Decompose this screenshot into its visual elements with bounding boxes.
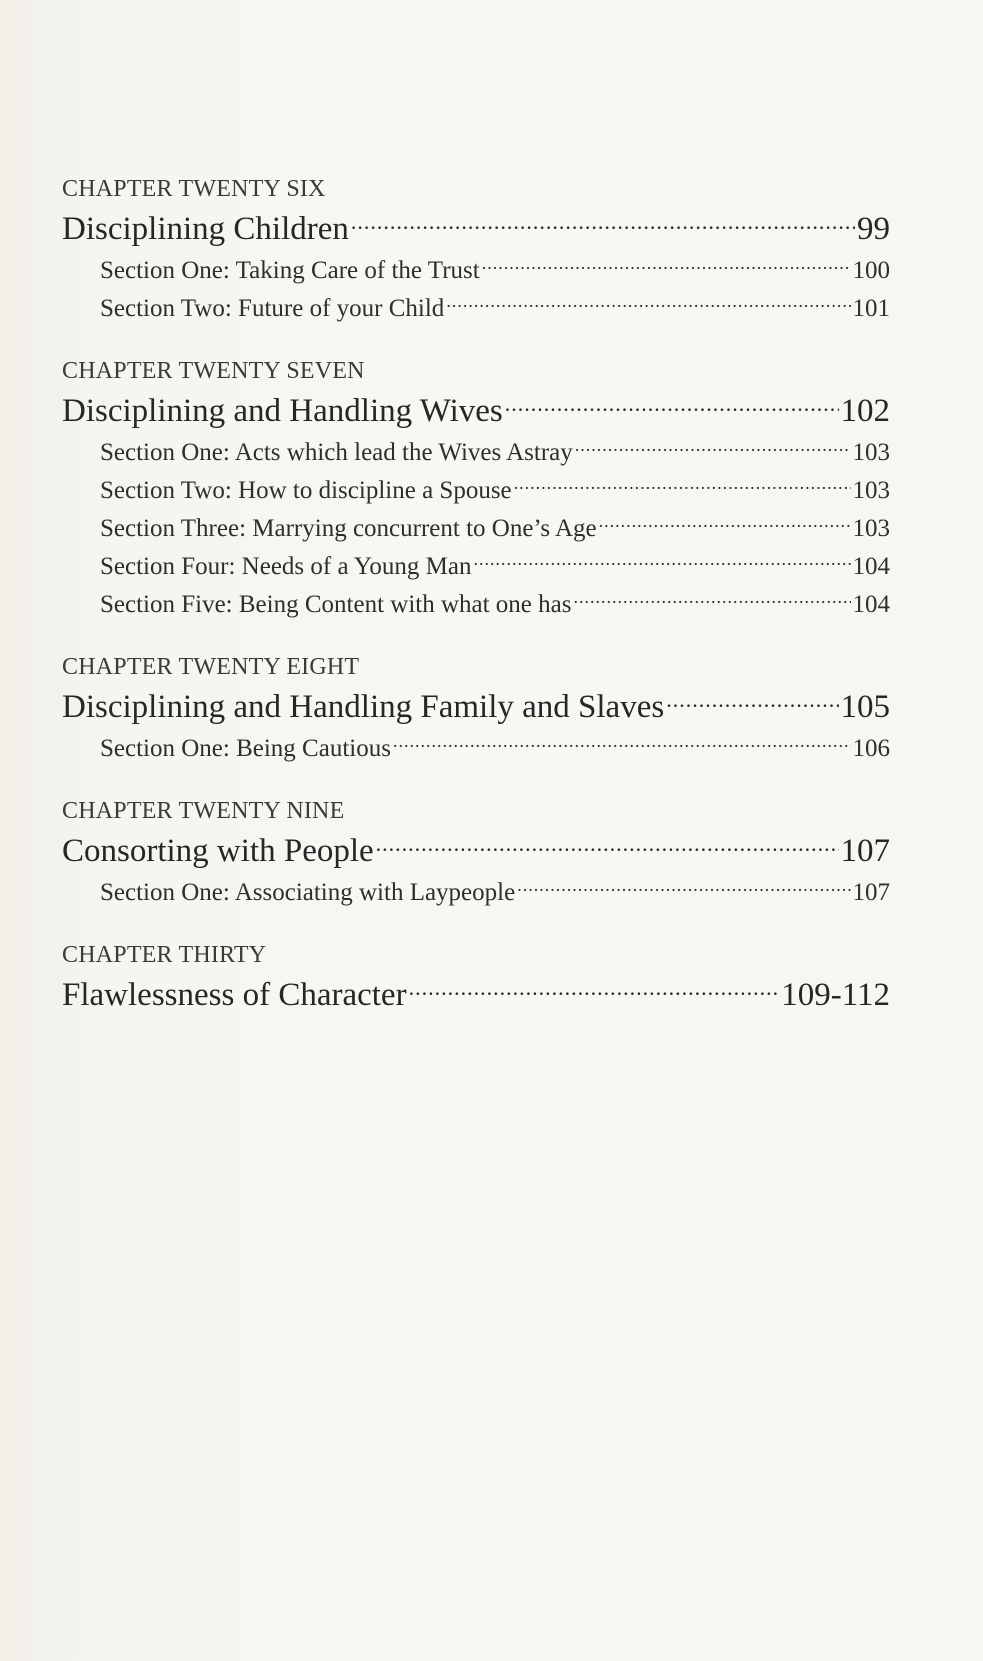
dot-leader — [575, 435, 851, 460]
section-title: Section One: Acts which lead the Wives Astray — [100, 439, 573, 466]
chapter-entry — [62, 684, 890, 730]
chapter-title: Consorting with People — [62, 833, 374, 869]
chapter-title: Flawlessness of Character — [62, 977, 407, 1013]
section-title: Section Two: Future of your Child — [100, 295, 445, 322]
dot-leader — [505, 388, 839, 421]
dot-leader — [514, 473, 851, 498]
section-title: Section One: Associating with Laypeople — [100, 879, 516, 906]
page-number: 104 — [852, 553, 890, 580]
section-entry — [62, 548, 890, 586]
table-of-contents — [62, 172, 890, 1044]
dot-leader — [393, 731, 851, 756]
chapter-title: Disciplining and Handling Family and Slaves — [62, 689, 665, 725]
dot-leader — [351, 206, 855, 239]
section-title: Section One: Being Cautious — [100, 735, 391, 762]
dot-leader — [376, 828, 839, 861]
section-title: Section Three: Marrying concurrent to One’s Age — [100, 515, 597, 542]
chapter-label: CHAPTER TWENTY SEVEN — [62, 358, 365, 384]
dot-leader — [517, 875, 850, 900]
section-title: Section Two: How to discipline a Spouse — [100, 477, 512, 504]
section-entry — [62, 586, 890, 624]
section-title: Section Four: Needs of a Young Man — [100, 553, 472, 580]
page-number: 102 — [840, 393, 890, 429]
section-entry — [62, 730, 890, 768]
section-entry — [62, 510, 890, 548]
section-entry — [62, 472, 890, 510]
section-title: Section One: Taking Care of the Trust — [100, 257, 480, 284]
chapter-entry — [62, 388, 890, 434]
page-number: 103 — [852, 439, 890, 466]
chapter-title: Disciplining Children — [62, 211, 349, 247]
dot-leader — [573, 587, 850, 612]
chapter-label: CHAPTER TWENTY NINE — [62, 798, 345, 824]
page-number: 104 — [852, 591, 890, 618]
chapter-28 — [62, 650, 890, 768]
section-entry — [62, 252, 890, 290]
chapter-entry — [62, 206, 890, 252]
dot-leader — [666, 684, 838, 717]
page-number: 107 — [852, 879, 890, 906]
page-number: 99 — [857, 211, 890, 247]
chapter-label: CHAPTER TWENTY SIX — [62, 176, 326, 202]
chapter-entry — [62, 828, 890, 874]
page-number: 105 — [840, 689, 890, 725]
chapter-26 — [62, 172, 890, 328]
chapter-27 — [62, 354, 890, 624]
dot-leader — [409, 972, 780, 1005]
page-number: 109-112 — [781, 977, 890, 1013]
chapter-30 — [62, 938, 890, 1018]
page-number: 101 — [852, 295, 890, 322]
dot-leader — [446, 291, 850, 316]
chapter-title: Disciplining and Handling Wives — [62, 393, 503, 429]
page-number: 107 — [840, 833, 890, 869]
section-title: Section Five: Being Content with what one has — [100, 591, 572, 618]
chapter-label: CHAPTER THIRTY — [62, 942, 267, 968]
section-entry — [62, 434, 890, 472]
page-number: 100 — [852, 257, 890, 284]
dot-leader — [599, 511, 851, 536]
section-entry — [62, 290, 890, 328]
section-entry — [62, 874, 890, 912]
chapter-29 — [62, 794, 890, 912]
dot-leader — [474, 549, 851, 574]
chapter-label: CHAPTER TWENTY EIGHT — [62, 654, 360, 680]
page-number: 103 — [852, 477, 890, 504]
chapter-entry — [62, 972, 890, 1018]
page-number: 106 — [852, 735, 890, 762]
dot-leader — [482, 253, 851, 278]
page-number: 103 — [852, 515, 890, 542]
